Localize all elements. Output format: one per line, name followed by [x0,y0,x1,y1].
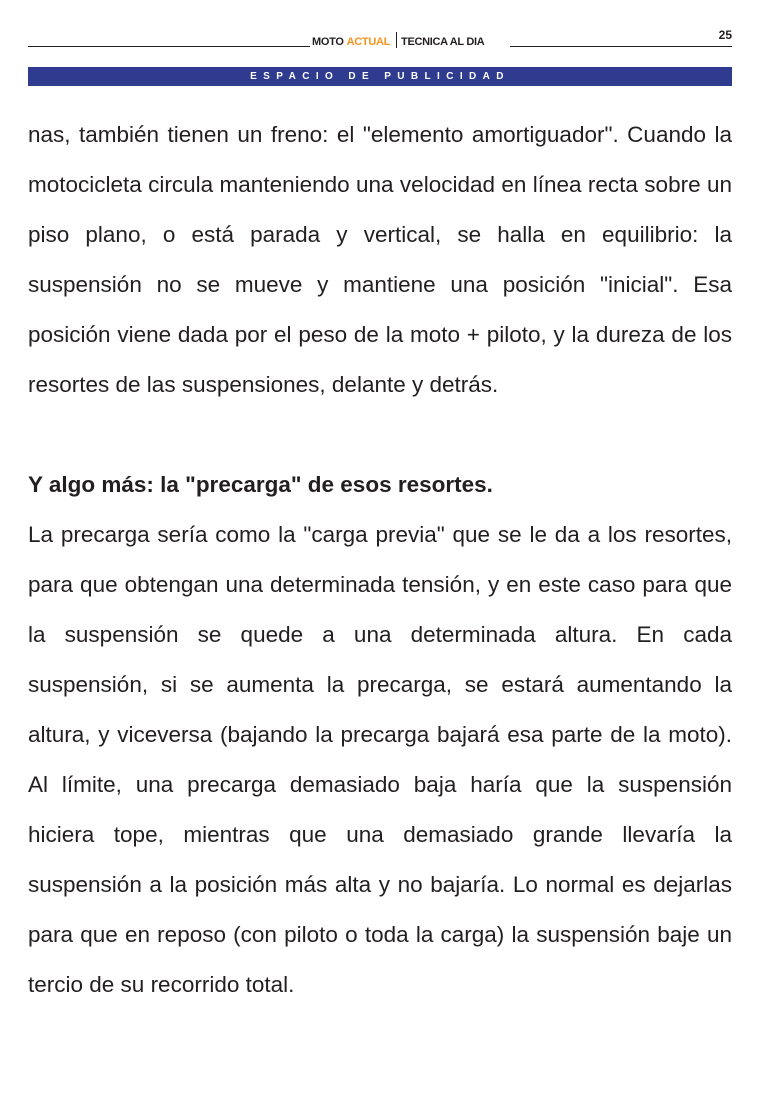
subheading: Y algo más: la "precarga" de esos resortes. [28,472,493,497]
masthead [312,32,484,48]
brand-actual: ACTUAL [346,36,391,48]
header-rule-right [510,46,732,47]
page-number: 25 [718,28,732,42]
article-body [28,110,732,1010]
paragraph-2: La precarga sería como la "carga previa" que se le da a los resortes, para que obtengan una determinada tensión, y en este caso para que la suspensión se quede a una determinada altura. En cada suspensión, si se aumenta la precarga, se estará aumentando la altura, y viceversa (bajando la precarga bajará esa parte de la moto). Al límite, una precarga demasiado baja haría que la suspensión hiciera tope, mientras que una demasiado grande llevaría la suspensión a la posición más alta y no bajaría. Lo normal es dejarlas para que en reposo (con piloto o toda la carga) la suspensión baje un tercio de su recorrido total. [28,522,732,997]
masthead-separator [396,32,397,48]
ad-space-banner: ESPACIO DE PUBLICIDAD [28,67,732,86]
header-rule-left [28,46,310,47]
page-header [28,24,732,50]
brand-moto: MOTO [312,36,344,48]
section-name: TECNICA AL DIA [401,36,485,48]
paragraph-1: nas, también tienen un freno: el "elemento amortiguador". Cuando la motocicleta circula manteniendo una velocidad en línea recta sobre un piso plano, o está parada y vertical, se halla en equilibrio: la suspensión no se mueve y mantiene una posición "inicial". Esa posición viene dada por el peso de la moto + piloto, y la dureza de los resortes de las suspensiones, delante y detrás. [28,122,732,397]
